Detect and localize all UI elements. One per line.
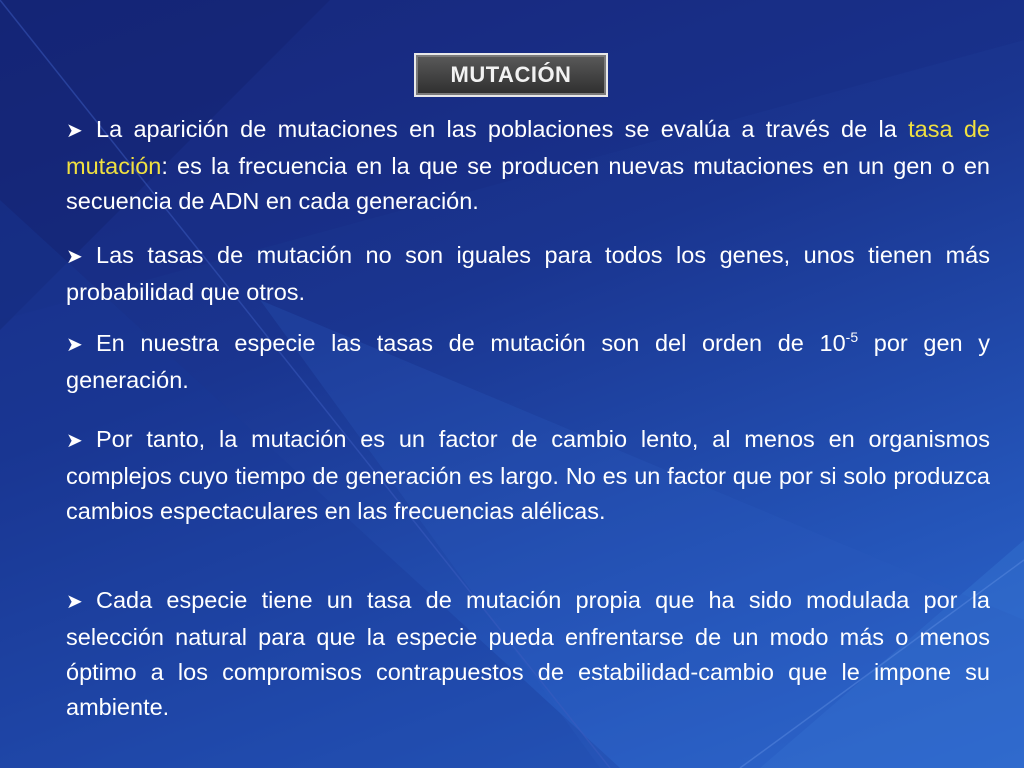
paragraph-text: Por tanto, la mutación es un factor de cambio lento, al menos en organismos complejos cuyo tiempo de generación es largo. No es un factor que por si solo produzca cambios espectaculares en las frecuencias alélicas.	[66, 426, 990, 524]
title-box	[414, 53, 608, 97]
highlight-term: tasa de mutación	[66, 116, 990, 179]
paragraph-factor-lento	[66, 422, 990, 529]
chevron-right-icon: ➤	[66, 591, 83, 613]
chevron-right-icon: ➤	[66, 120, 83, 142]
exponent: -5	[845, 329, 859, 346]
paragraph-tasas-no-iguales	[66, 238, 990, 310]
paragraph-text: La aparición de mutaciones en las poblaciones se evalúa a través de la	[96, 116, 909, 142]
paragraph-tasa-de-mutacion	[66, 112, 990, 219]
chevron-right-icon: ➤	[66, 430, 83, 452]
slide-title: MUTACIÓN	[450, 62, 572, 87]
paragraph-text: Cada especie tiene un tasa de mutación propia que ha sido modulada por la selección natural para que la especie pueda enfrentarse de un modo más o menos óptimo a los compromisos contrapuestos de estabilidad-cambio que le impone su ambiente.	[66, 587, 990, 720]
paragraph-orden-tasas	[66, 326, 990, 398]
chevron-right-icon: ➤	[66, 334, 83, 356]
paragraph-text: : es la frecuencia en la que se producen nuevas mutaciones en un gen o en secuencia de ADN en cada generación.	[66, 153, 990, 214]
paragraph-text: por gen y generación.	[66, 330, 990, 393]
paragraph-text: Las tasas de mutación no son iguales para todos los genes, unos tienen más probabilidad que otros.	[66, 242, 990, 305]
paragraph-text: En nuestra especie las tasas de mutación son del orden de 10	[96, 330, 846, 356]
paragraph-cada-especie	[66, 583, 990, 725]
chevron-right-icon: ➤	[66, 246, 83, 268]
